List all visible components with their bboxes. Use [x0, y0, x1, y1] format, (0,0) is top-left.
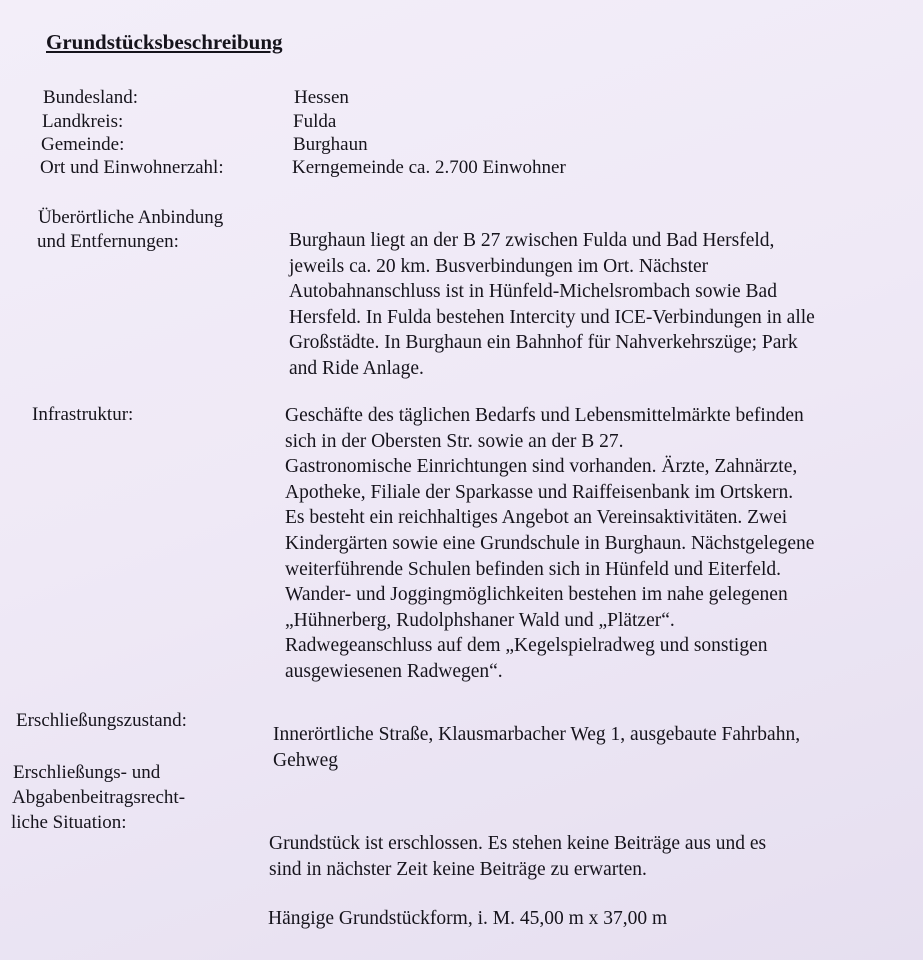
- infrastruktur-line: Radwegeanschluss auf dem „Kegelspielradweg und sonstigen: [285, 635, 768, 657]
- label-beitrag-line3: liche Situation:: [11, 812, 127, 833]
- value-gemeinde: Burghaun: [293, 134, 368, 155]
- beitrag-line: sind in nächster Zeit keine Beiträge zu erwarten.: [269, 858, 647, 880]
- label-landkreis: Landkreis:: [42, 111, 124, 132]
- infrastruktur-line: Es besteht ein reichhaltiges Angebot an Vereinsaktivitäten. Zwei: [285, 507, 788, 529]
- infrastruktur-line: Wander- und Joggingmöglichkeiten bestehen im nahe gelegenen: [285, 584, 788, 606]
- value-ort-einwohner: Kerngemeinde ca. 2.700 Einwohner: [292, 157, 566, 178]
- erschliessung-line: Gehweg: [273, 749, 338, 771]
- grundstueckform-line: Hängige Grundstückform, i. M. 45,00 m x 37,00 m: [268, 908, 668, 929]
- label-anbindung-line2: und Entfernungen:: [37, 231, 179, 252]
- infrastruktur-line: Gastronomische Einrichtungen sind vorhanden. Ärzte, Zahnärzte,: [285, 456, 798, 478]
- infrastruktur-line: Geschäfte des täglichen Bedarfs und Lebensmittelmärkte befinden: [285, 405, 804, 426]
- grundstueckform-text: [268, 906, 667, 932]
- infrastruktur-line: weiterführende Schulen befinden sich in Hünfeld und Eiterfeld.: [285, 558, 782, 580]
- anbindung-line: Burghaun liegt an der B 27 zwischen Fulda und Bad Hersfeld,: [289, 230, 775, 251]
- label-ort-einwohner: Ort und Einwohnerzahl:: [40, 157, 224, 178]
- document-title: Grundstücksbeschreibung: [46, 30, 283, 54]
- value-bundesland: Hessen: [294, 87, 349, 108]
- infrastruktur-line: Apotheke, Filiale der Sparkasse und Raiffeisenbank im Ortskern.: [285, 481, 794, 503]
- label-beitrag-line2: Abgabenbeitragsrecht-: [12, 787, 186, 808]
- erschliessung-text: [273, 722, 800, 773]
- anbindung-line: and Ride Anlage.: [289, 357, 424, 379]
- label-bundesland: Bundesland:: [43, 87, 138, 108]
- erschliessung-line: Innerörtliche Straße, Klausmarbacher Weg 1, ausgebaute Fahrbahn,: [273, 724, 801, 745]
- infrastruktur-line: Kindergärten sowie eine Grundschule in Burghaun. Nächstgelegene: [285, 532, 815, 554]
- infrastruktur-line: „Hühnerberg, Rudolphshaner Wald und „Plätzer“.: [285, 609, 675, 631]
- anbindung-line: Großstädte. In Burghaun ein Bahnhof für Nahverkehrszüge; Park: [289, 332, 798, 354]
- label-gemeinde: Gemeinde:: [41, 134, 125, 155]
- infrastruktur-line: ausgewiesenen Radwegen“.: [285, 660, 503, 682]
- label-beitrag-line1: Erschließungs- und: [13, 762, 161, 783]
- beitrag-line: Grundstück ist erschlossen. Es stehen keine Beiträge aus und es: [269, 833, 767, 854]
- label-erschliessungszustand: Erschließungszustand:: [16, 710, 187, 731]
- value-landkreis: Fulda: [293, 111, 337, 132]
- anbindung-line: jeweils ca. 20 km. Busverbindungen im Ort. Nächster: [289, 255, 709, 277]
- label-anbindung-line1: Überörtliche Anbindung: [38, 207, 224, 228]
- anbindung-text: [289, 228, 815, 382]
- anbindung-line: Hersfeld. In Fulda bestehen Intercity und ICE-Verbindungen in alle: [289, 306, 815, 328]
- infrastruktur-text: [285, 403, 814, 685]
- label-infrastruktur: Infrastruktur:: [32, 404, 134, 425]
- infrastruktur-line: sich in der Obersten Str. sowie an der B 27.: [285, 430, 624, 452]
- beitrag-text: [269, 831, 766, 882]
- anbindung-line: Autobahnanschluss ist in Hünfeld-Michelsrombach sowie Bad: [289, 281, 777, 303]
